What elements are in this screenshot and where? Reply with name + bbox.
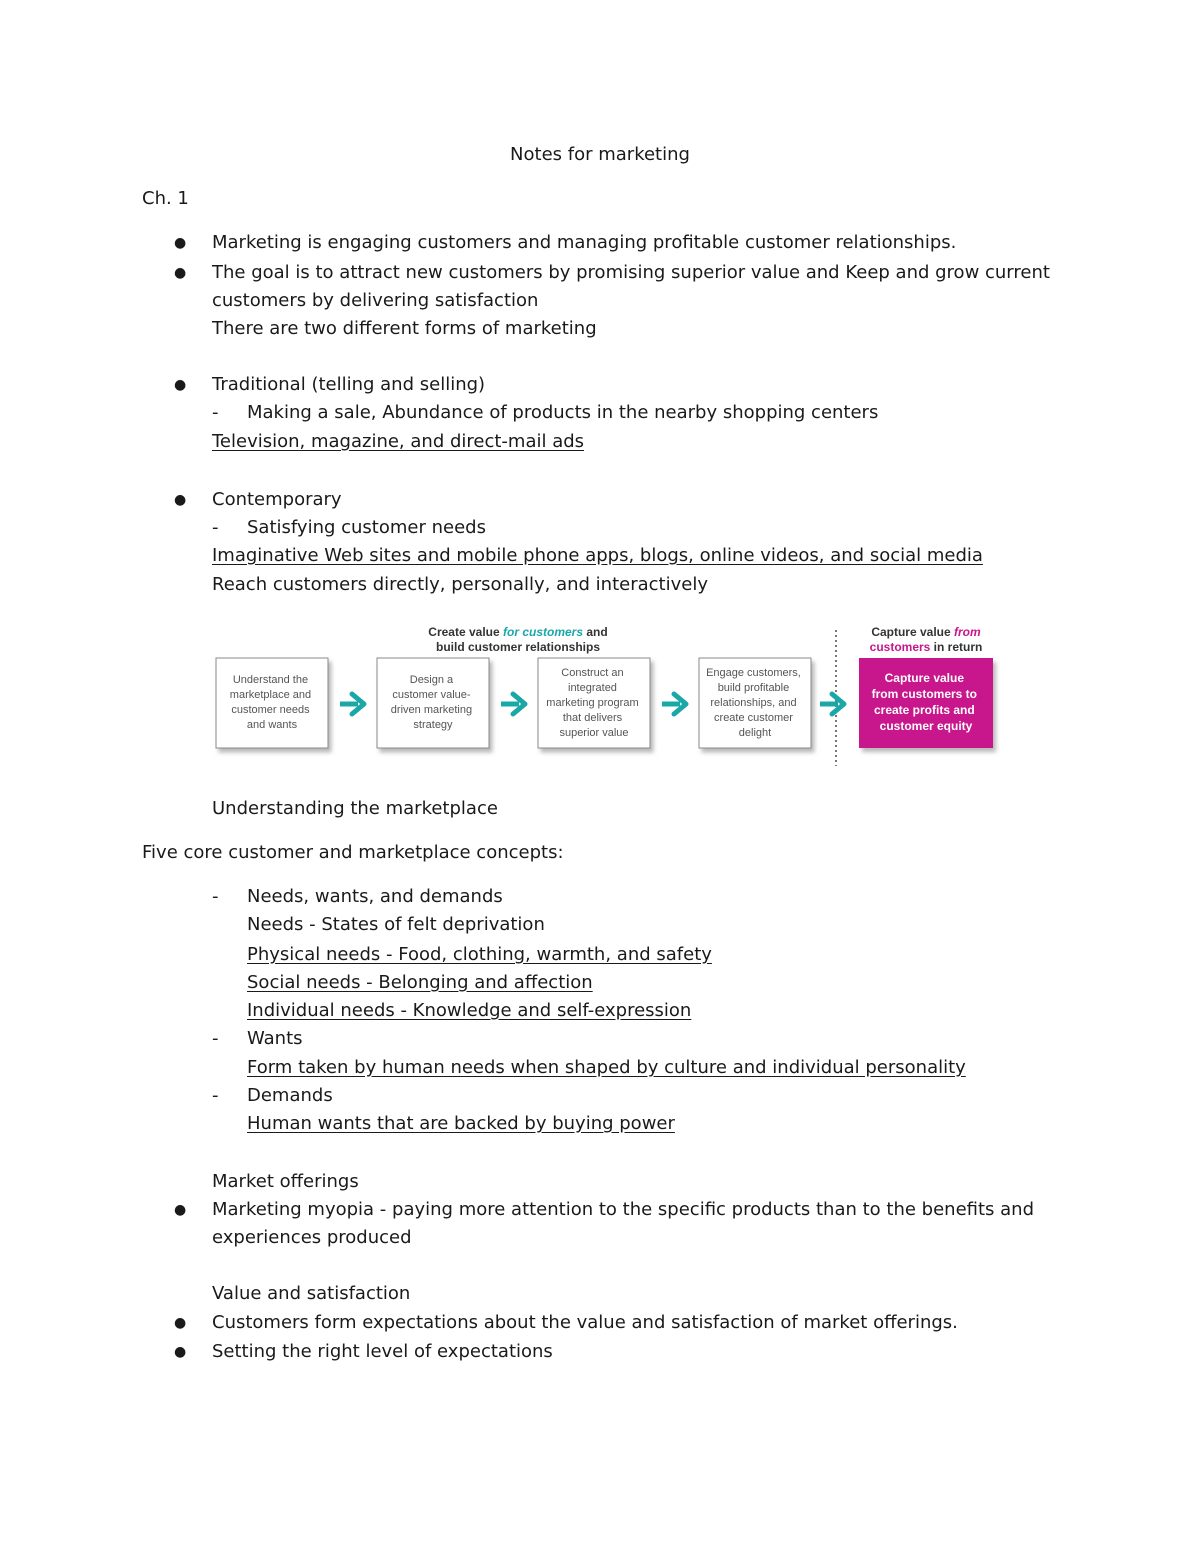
understanding-marketplace: Understanding the marketplace <box>212 798 498 819</box>
page-title: Notes for marketing <box>510 144 690 165</box>
chapter-label: Ch. 1 <box>142 188 189 209</box>
needs-definition: Needs - States of felt deprivation <box>247 914 545 935</box>
figure-header-right-2: customers in return <box>869 640 983 654</box>
arrow-right-icon <box>662 694 686 714</box>
wants-heading: Wants <box>247 1028 303 1049</box>
bullet: ● <box>174 235 187 251</box>
figure-header-left-2: build customer relationships <box>435 640 601 654</box>
bullet: ● <box>174 377 187 393</box>
arrow-right-icon <box>501 694 525 714</box>
bullet: ● <box>174 1315 187 1331</box>
needs-wants-demands: Needs, wants, and demands <box>247 886 503 907</box>
figure-header-left-1: Create value for customers and <box>428 625 608 639</box>
contemporary-examples: Imaginative Web sites and mobile phone apps, blogs, online videos, and social media <box>212 545 983 566</box>
physical-needs: Physical needs - Food, clothing, warmth, and safety <box>247 944 712 965</box>
social-needs: Social needs - Belonging and affection <box>247 972 593 993</box>
individual-needs: Individual needs - Knowledge and self-expression <box>247 1000 692 1021</box>
dash: - <box>212 402 219 423</box>
intro-bullet-1: Marketing is engaging customers and managing profitable customer relationships. <box>212 232 957 253</box>
traditional-examples: Television, magazine, and direct-mail ads <box>212 431 585 452</box>
contemporary-reach: Reach customers directly, personally, and interactively <box>212 574 708 595</box>
contemporary-heading: Contemporary <box>212 489 342 510</box>
process-box-1-text: Understand the marketplace and customer needs and wants <box>229 674 312 731</box>
dash: - <box>212 517 219 538</box>
arrow-right-icon <box>340 694 364 714</box>
traditional-sub: Making a sale, Abundance of products in the nearby shopping centers <box>247 402 879 423</box>
market-offerings-heading: Market offerings <box>212 1171 359 1192</box>
myopia-line-2: experiences produced <box>212 1227 412 1248</box>
myopia-line-1: Marketing myopia - paying more attention to the specific products than to the benefits and <box>212 1199 1035 1220</box>
arrow-right-icon <box>820 694 844 714</box>
demands-heading: Demands <box>247 1085 333 1106</box>
marketing-process-figure <box>210 620 1010 770</box>
process-box-2-text: Design a customer value- driven marketing strategy <box>390 674 473 731</box>
process-box-4-text: Engage customers, build profitable relationships, and create customer delight <box>706 667 801 739</box>
dash: - <box>212 1085 219 1106</box>
forms-of-marketing: There are two different forms of marketing <box>212 318 597 339</box>
value-satisfaction-heading: Value and satisfaction <box>212 1283 411 1304</box>
figure-header-right-1: Capture value from <box>871 625 981 639</box>
intro-bullet-2-line-2: customers by delivering satisfaction <box>212 290 539 311</box>
traditional-heading: Traditional (telling and selling) <box>212 374 486 395</box>
bullet: ● <box>174 492 187 508</box>
dash: - <box>212 886 219 907</box>
demands-definition: Human wants that are backed by buying power <box>247 1113 675 1134</box>
process-box-3-text: Construct an integrated marketing program that delivers superior value <box>546 667 639 739</box>
bullet: ● <box>174 265 187 281</box>
process-box-5-text: Capture value from customers to create profits and customer equity <box>871 671 978 733</box>
contemporary-sub: Satisfying customer needs <box>247 517 486 538</box>
value-bullet-2: Setting the right level of expectations <box>212 1341 553 1362</box>
bullet: ● <box>174 1202 187 1218</box>
process-box-1 <box>216 658 328 748</box>
wants-definition: Form taken by human needs when shaped by culture and individual personality <box>247 1057 966 1078</box>
process-box-2 <box>377 658 489 748</box>
bullet: ● <box>174 1344 187 1360</box>
intro-bullet-2-line-1: The goal is to attract new customers by promising superior value and Keep and grow current <box>212 262 1050 283</box>
five-core-concepts: Five core customer and marketplace concepts: <box>142 842 564 863</box>
value-bullet-1: Customers form expectations about the value and satisfaction of market offerings. <box>212 1312 958 1333</box>
dash: - <box>212 1028 219 1049</box>
